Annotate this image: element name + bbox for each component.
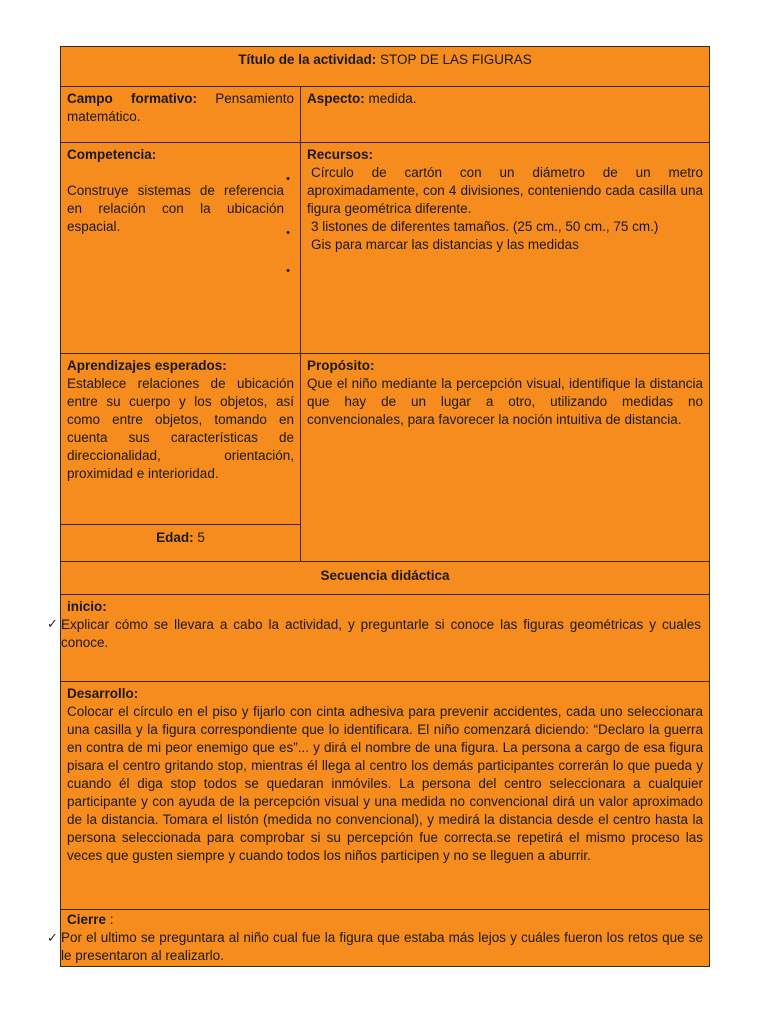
campo-value: Pensamiento matemático. [67, 91, 294, 124]
edad-cell [60, 524, 301, 562]
competencia-value: Construye sistemas de referencia en relación con la ubicación espacial. [67, 183, 284, 234]
cierre-cell [60, 909, 710, 967]
competencia-cell [60, 142, 301, 354]
campo-formativo-cell [60, 86, 301, 143]
aprendizajes-value: Establece relaciones de ubicación entre su cuerpo y los objetos, así como entre objetos, tomando en cuenta sus características de direccionalidad, orientación, proximidad e interioridad. [67, 376, 294, 481]
title-value: STOP DE LAS FIGURAS [380, 52, 532, 67]
secuencia-label: Secuencia didáctica [320, 568, 450, 583]
desarrollo-value: Colocar el círculo en el piso y fijarlo con cinta adhesiva para prevenir accidentes, cada uno seleccionara una casilla y la figura correspondiente que lo identificara. El niño comenzará diciendo: “Declaro la guerra en contra de mi peor enemigo que es”... y dirá el nombre de una figura. La persona a cargo de esa figura pisara el centro gritando stop, mientras él llega al centro los demás participantes correrán lo que pueda y cuando él diga stop todos se quedaran inmóviles. La persona del centro seleccionara a cualquier participante y con ayuda de la percepción visual y una medida no convencional dirá un valor aproximado de la distancia. Tomara el listón (medida no convencional), y medirá la distancia desde el centro hasta la persona seleccionada para comprobar si su percepción fue correcta.se repetirá el mismo proceso las veces que gusten siempre y cuando todos los niños participen y no se lleguen a aburrir. [67, 704, 703, 863]
proposito-label: Propósito: [307, 358, 375, 373]
recursos-item-1: Círculo de cartón con un diámetro de un metro aproximadamente, con 4 divisiones, conteniendo cada casilla una figura geométrica diferente. [307, 165, 703, 216]
inicio-cell [60, 594, 710, 682]
recursos-cell [300, 142, 710, 354]
inicio-value: Explicar cómo se llevara a cabo la actividad, y preguntarle si conoce las figuras geométricas y cuales conoce. [61, 617, 701, 650]
title-label: Título de la actividad: [238, 52, 377, 67]
cierre-checkmark: ✓ [47, 930, 58, 945]
inicio-checkmark: ✓ [47, 616, 58, 631]
desarrollo-label: Desarrollo: [67, 686, 139, 701]
secuencia-cell [60, 561, 710, 595]
recursos-item-2: 3 listones de diferentes tamaños. (25 cm., 50 cm., 75 cm.) [311, 219, 659, 234]
recursos-item-3: Gis para marcar las distancias y las medidas [311, 237, 579, 252]
inicio-label: inicio: [67, 599, 107, 614]
aspecto-cell [300, 86, 710, 143]
competencia-label: Competencia: [67, 147, 157, 162]
bullet-1: • [286, 173, 290, 185]
cierre-label: Cierre [67, 912, 107, 927]
aspecto-label: Aspecto: [307, 91, 365, 106]
bullet-3: • [286, 265, 290, 277]
title-cell [60, 46, 710, 87]
aspecto-value: medida. [368, 91, 417, 106]
desarrollo-cell [60, 681, 710, 910]
cierre-value: Por el ultimo se preguntara al niño cual fue la figura que estaba más lejos y cuáles fueron los retos que se le presentaron al realizarlo. [61, 930, 703, 963]
proposito-value: Que el niño mediante la percepción visual, identifique la distancia que hay de un lugar a otro, utilizando medidas no convencionales, para favorecer la noción intuitiva de distancia. [307, 376, 703, 427]
cierre-separator: : [106, 912, 114, 927]
aprendizajes-label: Aprendizajes esperados: [67, 358, 227, 373]
recursos-label: Recursos: [307, 147, 374, 162]
edad-label: Edad: [156, 530, 194, 545]
aprendizajes-cell [60, 353, 301, 525]
proposito-cell [300, 353, 710, 562]
edad-value: 5 [197, 530, 205, 545]
campo-label: Campo formativo: [67, 91, 197, 106]
bullet-2: • [286, 227, 290, 239]
